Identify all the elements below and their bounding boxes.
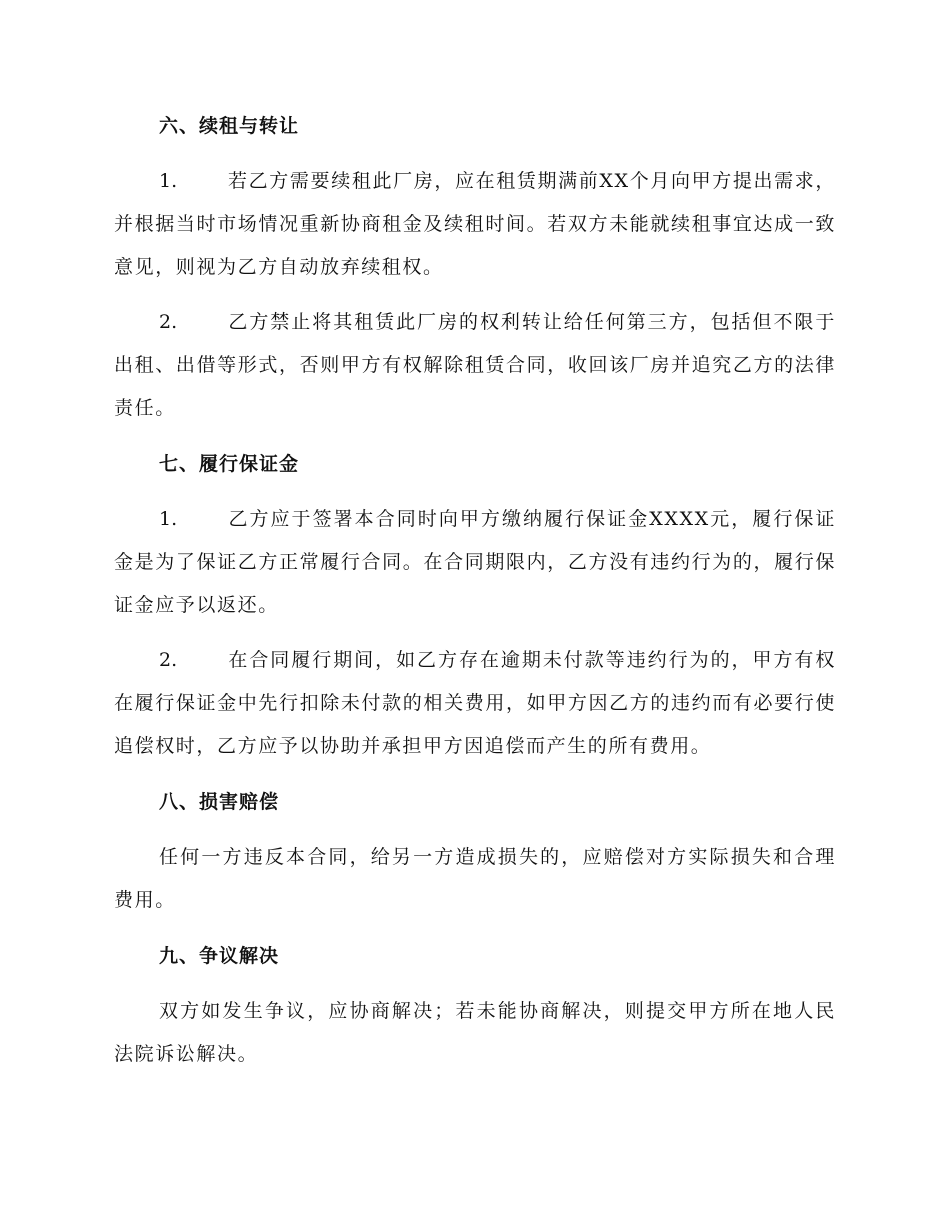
- clause-number: 1.: [159, 170, 178, 192]
- clause-paragraph: [114, 990, 836, 1076]
- section-heading-dispute-resolution: 九、争议解决: [159, 945, 280, 967]
- section-heading-performance-bond: 七、履行保证金: [159, 453, 300, 475]
- clause-text: 若乙方需要续租此厂房，应在租赁期满前XX个月向甲方提出需求，并根据当时市场情况重新协商租金及续租时间。若双方未能就续租事宜达成一致意见，则视为乙方自动放弃续租权。: [114, 170, 836, 278]
- section-heading-damages: 八、损害赔偿: [159, 791, 280, 813]
- clause-paragraph: [114, 498, 836, 627]
- clause-paragraph: [114, 836, 836, 922]
- clause-text: 乙方应于签署本合同时向甲方缴纳履行保证金XXXX元，履行保证金是为了保证乙方正常履行合同。在合同期限内，乙方没有违约行为的，履行保证金应予以返还。: [114, 508, 836, 616]
- clause-number: 2.: [159, 649, 178, 671]
- clause-number: 1.: [159, 508, 178, 530]
- clause-number: 2.: [159, 311, 178, 333]
- section-heading-renewal-transfer: 六、续租与转让: [159, 115, 300, 137]
- clause-text: 双方如发生争议，应协商解决；若未能协商解决，则提交甲方所在地人民法院诉讼解决。: [114, 1000, 836, 1065]
- clause-paragraph: [114, 639, 836, 768]
- clause-text: 任何一方违反本合同，给另一方造成损失的，应赔偿对方实际损失和合理费用。: [114, 846, 836, 911]
- document-body: [114, 104, 836, 1088]
- clause-paragraph: [114, 301, 836, 430]
- clause-paragraph: [114, 160, 836, 289]
- clause-text: 乙方禁止将其租赁此厂房的权利转让给任何第三方，包括但不限于出租、出借等形式，否则甲方有权解除租赁合同，收回该厂房并追究乙方的法律责任。: [114, 311, 836, 419]
- clause-text: 在合同履行期间，如乙方存在逾期未付款等违约行为的，甲方有权在履行保证金中先行扣除未付款的相关费用，如甲方因乙方的违约而有必要行使追偿权时，乙方应予以协助并承担甲方因追偿而产生的所有费用。: [114, 649, 836, 757]
